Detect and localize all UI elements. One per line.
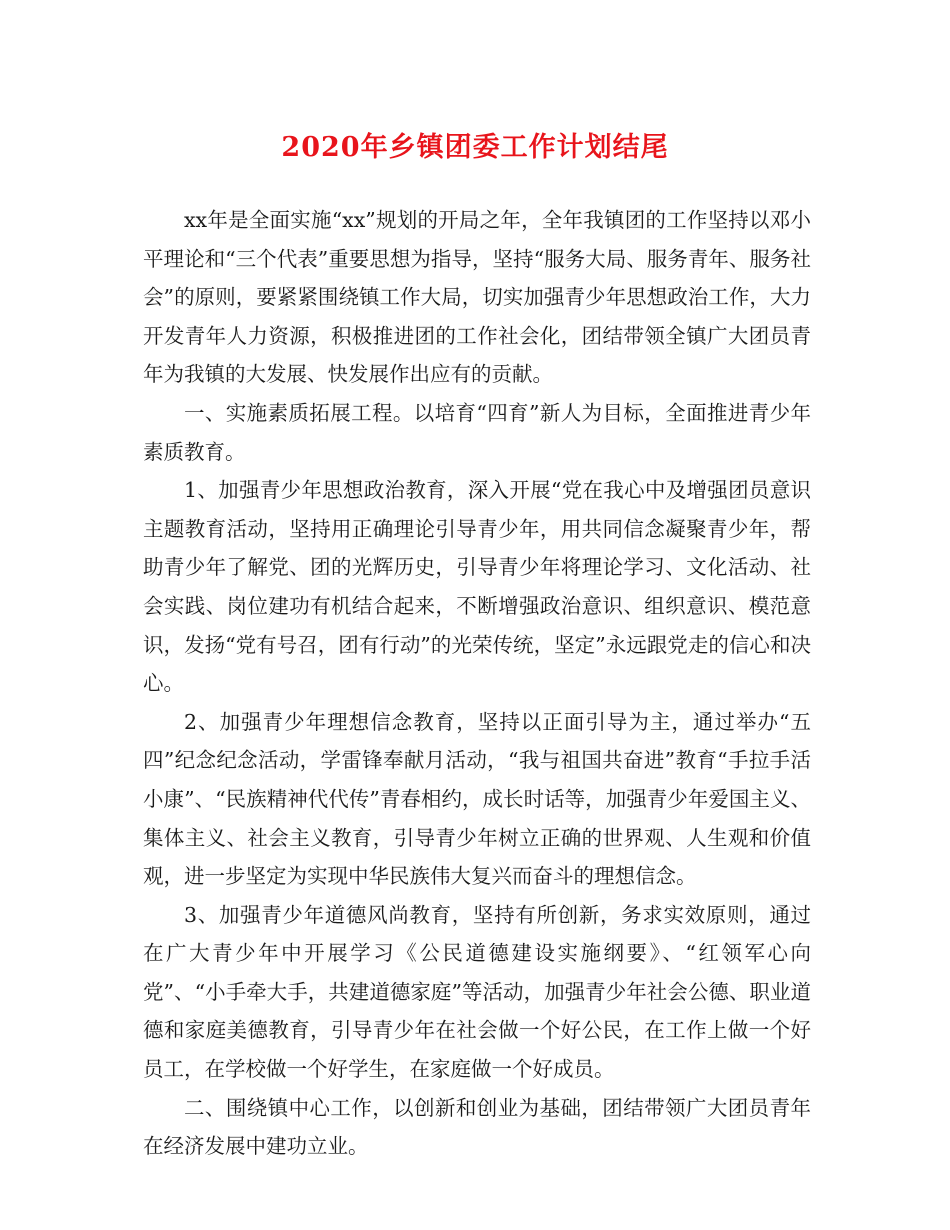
paragraph-item-1: 1、加强青少年思想政治教育，深入开展“党在我心中及增强团员意识主题教育活动，坚持用正确理论引导青少年，用共同信念凝聚青少年，帮助青少年了解党、团的光辉历史，引导青少年将理论学习、文化活动、社会实践、岗位建功有机结合起来，不断增强政治意识、组织意识、模范意识，发扬“党有号召，团有行动”的光荣传统，坚定”永远跟党走的信心和决心。 <box>143 478 811 696</box>
paragraph-section-two: 二、围绕镇中心工作，以创新和创业为基础，团结带领广大团员青年在经济发展中建功立业。 <box>143 1095 811 1159</box>
document-title: 2020年乡镇团委工作计划结尾 <box>281 132 669 163</box>
paragraph-section-one: 一、实施素质拓展工程。以培育“四育”新人为目标，全面推进青少年素质教育。 <box>143 400 811 464</box>
paragraph-item-3: 3、加强青少年道德风尚教育，坚持有所创新，务求实效原则，通过在广大青少年中开展学习《公民道德建设实施纲要》、“红领军心向党”、“小手牵大手，共建道德家庭”等活动，加强青少年社会公德、职业道德和家庭美德教育，引导青少年在社会做一个好公民，在工作上做一个好员工，在学校做一个好学生，在家庭做一个好成员。 <box>143 902 811 1082</box>
document-body <box>143 201 811 1166</box>
paragraph-item-2: 2、加强青少年理想信念教育，坚持以正面引导为主，通过举办“五四”纪念纪念活动，学雷锋奉献月活动，“我与祖国共奋进”教育“手拉手活小康”、“民族精神代代传”青春相约，成长时话等，加强青少年爱国主义、集体主义、社会主义教育，引导青少年树立正确的世界观、人生观和价值观，进一步坚定为实现中华民族伟大复兴而奋斗的理想信念。 <box>143 709 811 889</box>
paragraph-intro: xx年是全面实施“xx”规划的开局之年，全年我镇团的工作坚持以邓小平理论和“三个代表”重要思想为指导，坚持“服务大局、服务青年、服务社会”的原则，要紧紧围绕镇工作大局，切实加强青少年思想政治工作，大力开发青年人力资源，积极推进团的工作社会化，团结带领全镇广大团员青年为我镇的大发展、快发展作出应有的贡献。 <box>143 208 811 387</box>
